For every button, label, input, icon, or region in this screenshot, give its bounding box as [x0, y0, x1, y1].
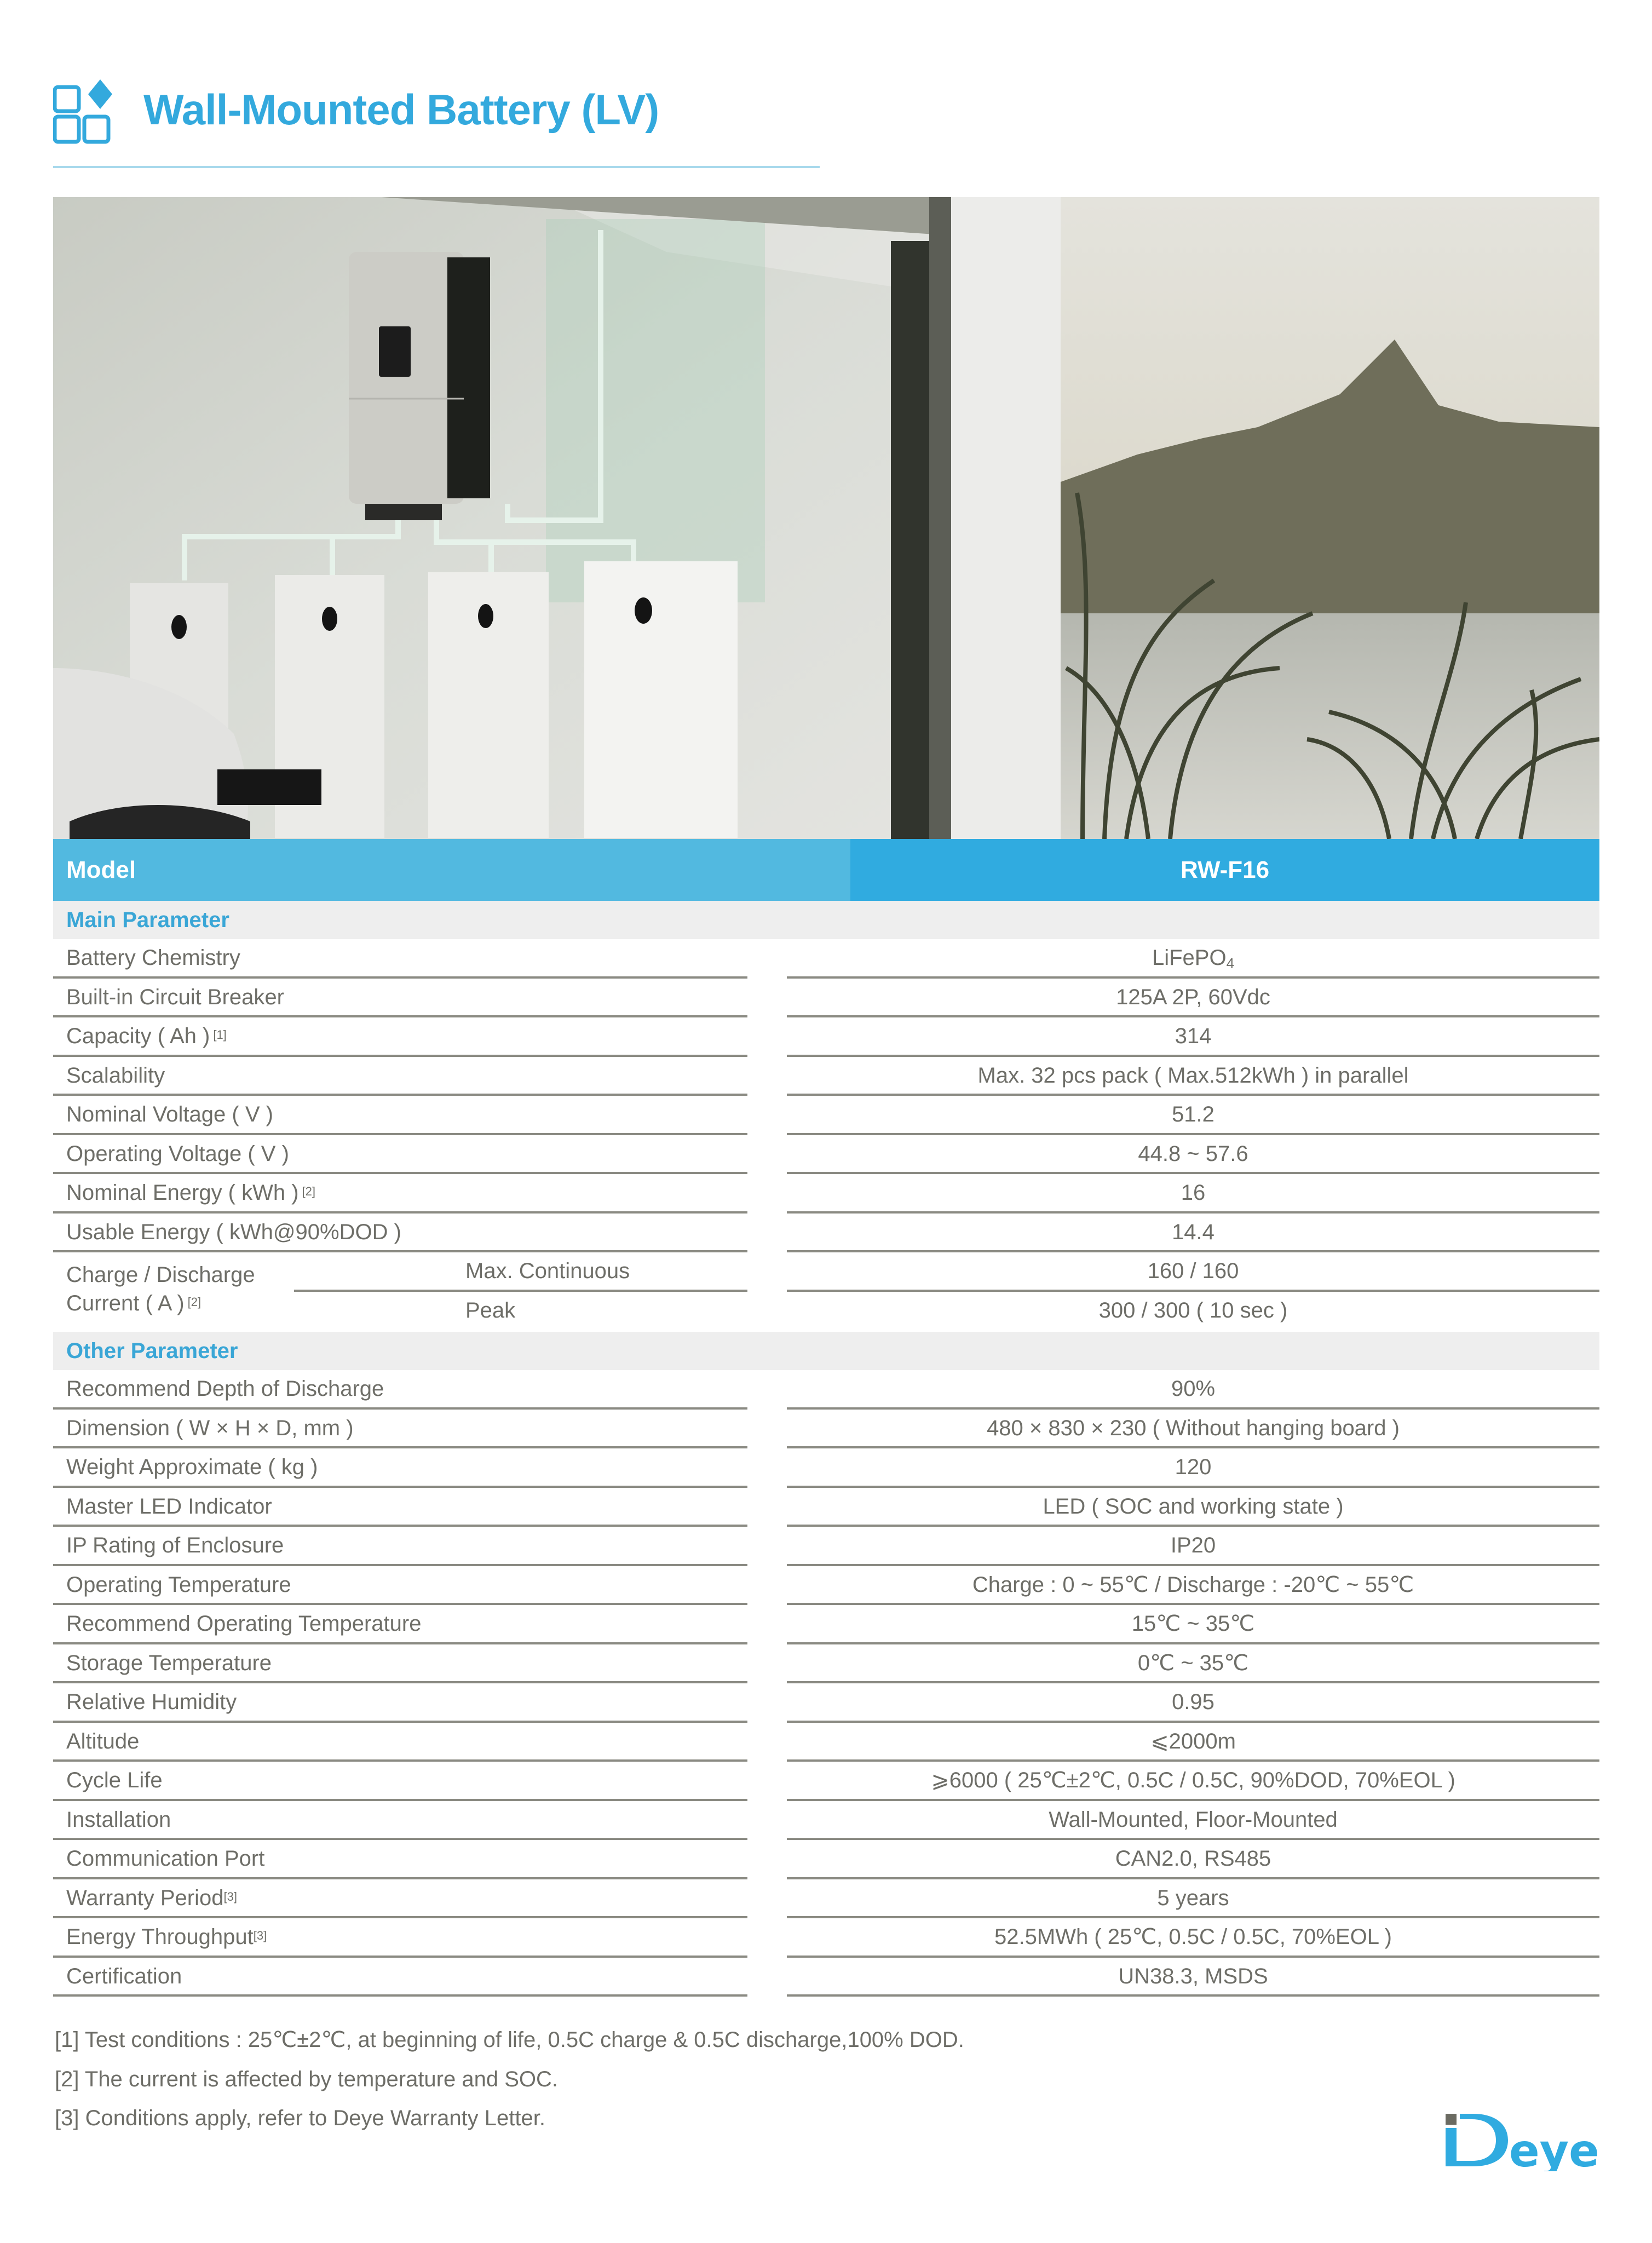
row-label: Dimension ( W × H × D, mm )	[66, 1416, 354, 1440]
footnote-ref: [3]	[253, 1929, 267, 1942]
model-label-cell	[53, 839, 850, 901]
section-other-parameter	[53, 1332, 1599, 1370]
table-row	[53, 1448, 1599, 1488]
row-label: Master LED Indicator	[66, 1494, 272, 1519]
table-row	[53, 1605, 1599, 1644]
row-value: UN38.3, MSDS	[1118, 1964, 1268, 1988]
row-value: 15℃ ~ 35℃	[1131, 1612, 1255, 1636]
product-photo	[53, 197, 1599, 839]
row-value: CAN2.0, RS485	[1115, 1847, 1271, 1871]
row-value: 52.5MWh ( 25℃, 0.5C / 0.5C, 70%EOL )	[994, 1925, 1392, 1949]
row-value: ⩾6000 ( 25℃±2℃, 0.5C / 0.5C, 90%DOD, 70%EOL )	[931, 1768, 1455, 1792]
table-row	[53, 939, 1599, 979]
table-row	[53, 1683, 1599, 1723]
row-value: 314	[1175, 1024, 1212, 1048]
table-row	[53, 1527, 1599, 1566]
page-title: Wall-Mounted Battery (LV)	[143, 85, 659, 134]
row-value: 160 / 160	[1147, 1259, 1239, 1283]
section-title: Other Parameter	[66, 1339, 238, 1363]
row-value: LiFePO$_4$	[1152, 946, 1235, 971]
sub-row-label: Peak	[465, 1298, 516, 1322]
row-label: Usable Energy ( kWh@90%DOD )	[66, 1220, 401, 1244]
table-row	[53, 1918, 1599, 1958]
model-name-cell	[850, 839, 1599, 901]
row-value: 0.95	[1172, 1690, 1214, 1714]
row-label: Storage Temperature	[66, 1650, 272, 1675]
row-label: Communication Port	[66, 1847, 265, 1871]
table-row	[53, 1644, 1599, 1684]
row-value: 51.2	[1172, 1102, 1214, 1126]
table-row	[53, 1488, 1599, 1527]
table-row	[53, 1879, 1599, 1919]
footnote-1: [1] Test conditions : 25℃±2℃, at beginning of life, 0.5C charge & 0.5C discharge,100% DOD.	[55, 2028, 964, 2052]
row-label: Built-in Circuit Breaker	[66, 985, 284, 1009]
row-divider	[53, 1994, 747, 1997]
table-row	[53, 1762, 1599, 1801]
row-value: ⩽2000m	[1150, 1729, 1236, 1753]
table-header	[53, 839, 1599, 901]
row-label: Installation	[66, 1807, 171, 1832]
footnote-ref: [3]	[223, 1889, 237, 1903]
row-value: Wall-Mounted, Floor-Mounted	[1049, 1807, 1338, 1832]
footnote-2: [2] The current is affected by temperature and SOC.	[55, 2067, 559, 2091]
table-row	[53, 1370, 1599, 1410]
model-label: Model	[66, 856, 136, 883]
table-row	[53, 1057, 1599, 1096]
table-row	[53, 1213, 1599, 1253]
footnote-ref: [1]	[213, 1028, 227, 1042]
grid-category-icon	[53, 79, 119, 144]
row-label: Warranty Period[3]	[66, 1885, 237, 1910]
table-row	[53, 1017, 1599, 1057]
section-title: Main Parameter	[66, 908, 229, 932]
row-value: 300 / 300 ( 10 sec )	[1098, 1298, 1288, 1322]
row-label: Altitude	[66, 1729, 140, 1753]
section-main-parameter	[53, 901, 1599, 939]
footnote-ref: [2]	[302, 1184, 316, 1198]
row-label: Operating Voltage ( V )	[66, 1141, 289, 1166]
row-label: Relative Humidity	[66, 1690, 237, 1714]
sub-row-label: Max. Continuous	[465, 1259, 630, 1283]
table-row	[53, 1566, 1599, 1606]
table-row	[53, 1840, 1599, 1879]
row-value: 16	[1181, 1181, 1206, 1205]
table-row	[53, 1174, 1599, 1213]
row-label: Battery Chemistry	[66, 946, 240, 970]
row-value: 125A 2P, 60Vdc	[1116, 985, 1270, 1009]
row-label: Scalability	[66, 1063, 165, 1088]
row-value: 90%	[1171, 1377, 1216, 1401]
row-value: 44.8 ~ 57.6	[1138, 1141, 1248, 1166]
table-row	[53, 1801, 1599, 1841]
svg-text:eye: eye	[1509, 2125, 1599, 2171]
footnote-3: [3] Conditions apply, refer to Deye Warranty Letter.	[55, 2106, 545, 2130]
row-divider	[787, 1994, 1599, 1997]
table-row	[53, 1135, 1599, 1175]
row-value: Charge : 0 ~ 55℃ / Discharge : -20℃ ~ 55℃	[972, 1572, 1414, 1597]
table-row	[53, 1410, 1599, 1449]
row-value: 120	[1175, 1455, 1212, 1479]
row-value: 0℃ ~ 35℃	[1137, 1650, 1249, 1675]
table-row	[53, 979, 1599, 1018]
footnote-ref: [2]	[187, 1295, 202, 1309]
row-label: Nominal Voltage ( V )	[66, 1102, 273, 1126]
row-label: Recommend Operating Temperature	[66, 1612, 422, 1636]
table-row	[53, 1096, 1599, 1135]
row-label: Nominal Energy ( kWh ) [2]	[66, 1181, 316, 1205]
table-row	[53, 1723, 1599, 1762]
row-value: 5 years	[1157, 1885, 1229, 1910]
row-label: Recommend Depth of Discharge	[66, 1377, 384, 1401]
row-value: Max. 32 pcs pack ( Max.512kWh ) in parallel	[977, 1063, 1409, 1088]
table-row	[53, 1292, 1599, 1331]
table-row	[53, 1252, 1599, 1292]
title-divider	[53, 166, 820, 168]
row-value: LED ( SOC and working state )	[1043, 1494, 1344, 1519]
row-label: Weight Approximate ( kg )	[66, 1455, 318, 1479]
model-name: RW-F16	[1180, 856, 1270, 883]
row-label: Certification	[66, 1964, 182, 1988]
table-row	[53, 1958, 1599, 1997]
row-label: Cycle Life	[66, 1768, 163, 1792]
charge-discharge-label: Charge / Discharge Current ( A ) [2]	[66, 1263, 255, 1315]
deye-logo-icon	[1446, 2114, 1602, 2171]
row-value: 480 × 830 × 230 ( Without hanging board )	[987, 1416, 1400, 1440]
row-value: IP20	[1170, 1533, 1216, 1557]
row-label: Operating Temperature	[66, 1572, 291, 1597]
row-value: 14.4	[1172, 1220, 1214, 1244]
row-label: Capacity ( Ah ) [1]	[66, 1024, 227, 1048]
row-label: IP Rating of Enclosure	[66, 1533, 284, 1557]
row-label: Energy Throughput[3]	[66, 1925, 267, 1949]
